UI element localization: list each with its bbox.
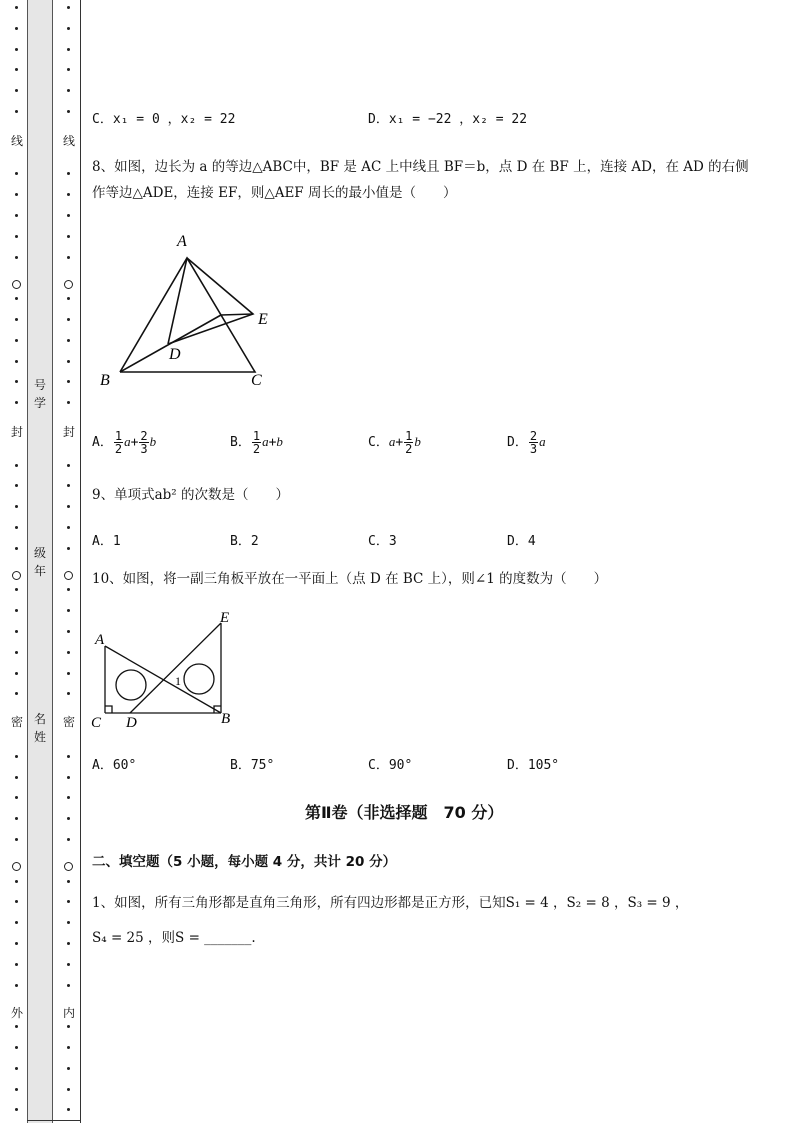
q9-option-c: C．3 (368, 534, 397, 549)
binding-dot (67, 838, 70, 841)
binding-dot (67, 214, 70, 217)
binding-dot (15, 1025, 18, 1028)
binding-dot (15, 6, 18, 9)
binding-ring (64, 571, 73, 580)
binding-dot (15, 1046, 18, 1049)
binding-dot (67, 817, 70, 820)
binding-dot (15, 963, 18, 966)
binding-dot (15, 817, 18, 820)
binding-dot (67, 172, 70, 175)
binding-dot (67, 526, 70, 529)
q10-hole-right (184, 664, 214, 694)
binding-dot (15, 1088, 18, 1091)
binding-dot (67, 588, 70, 591)
q8-option-c: C．a+ $\frac{1}{2}$ b (368, 429, 421, 456)
outer-label-xian: 线 (10, 134, 23, 148)
binding-dot (67, 547, 70, 550)
binding-dot (67, 1046, 70, 1049)
binding-dot (67, 464, 70, 467)
binding-margin (0, 0, 82, 1123)
binding-dot (67, 380, 70, 383)
q9-option-d: D．4 (507, 534, 536, 549)
binding-dot (67, 256, 70, 259)
outer-label-mi: 密 (10, 715, 23, 729)
binding-dot (15, 630, 18, 633)
outer-dotted-line (13, 0, 21, 1123)
binding-dot (15, 796, 18, 799)
binding-dot (67, 880, 70, 883)
binding-dot (67, 692, 70, 695)
binding-ring (12, 280, 21, 289)
binding-dot (15, 609, 18, 612)
q8-triangle-figure (95, 228, 285, 393)
inner-label-xian: 线 (62, 134, 75, 148)
fill1-stem-line2: S₄ = 25 ，则S = _______. (92, 930, 256, 946)
binding-dot (67, 68, 70, 71)
binding-dot (15, 172, 18, 175)
binding-dot (15, 651, 18, 654)
binding-dot (67, 318, 70, 321)
q8-label-e: E (258, 311, 268, 328)
binding-dot (67, 297, 70, 300)
binding-dot (67, 776, 70, 779)
q10-right-angle-c (105, 706, 112, 713)
binding-dot (15, 214, 18, 217)
binding-dot (15, 755, 18, 758)
binding-dot (67, 27, 70, 30)
binding-dot (15, 484, 18, 487)
binding-dot (15, 838, 18, 841)
binding-dot (15, 942, 18, 945)
binding-dot (15, 692, 18, 695)
binding-ring (64, 280, 73, 289)
q8-option-a: A． $\frac{1}{2}$ a+ $\frac{2}{3}$ b (92, 429, 157, 456)
binding-dot (15, 900, 18, 903)
q8-stem-line2: 作等边△ADE，连接 EF，则△AEF 周长的最小值是（ ） (92, 185, 457, 201)
binding-dot (15, 672, 18, 675)
binding-ring (12, 862, 21, 871)
binding-dot (15, 193, 18, 196)
q10-option-b: B．75° (230, 758, 275, 773)
fill-in-section-heading: 二、填空题（5 小题，每小题 4 分，共计 20 分） (92, 854, 397, 870)
q10-hole-left (116, 670, 146, 700)
binding-dot (67, 942, 70, 945)
margin-bottom-rule (27, 1120, 81, 1121)
binding-dot (67, 360, 70, 363)
binding-ring (64, 862, 73, 871)
binding-dot (67, 110, 70, 113)
binding-dot (15, 401, 18, 404)
q10-set-squares-figure (90, 606, 240, 731)
inner-label-feng: 封 (62, 425, 75, 439)
binding-dot (15, 984, 18, 987)
binding-dot (67, 193, 70, 196)
binding-dot (67, 48, 70, 51)
binding-dot (67, 609, 70, 612)
binding-dot (15, 526, 18, 529)
q8-option-b: B． $\frac{1}{2}$ a+b (230, 429, 283, 456)
field-student-number: 号学 (33, 378, 46, 410)
q8-triangle-ade (168, 258, 253, 344)
outer-label-feng: 封 (10, 425, 23, 439)
binding-dot (67, 401, 70, 404)
binding-dot (15, 505, 18, 508)
q8-label-d: D (169, 346, 181, 363)
q10-label-angle-1: 1 (175, 674, 181, 688)
binding-dot (15, 48, 18, 51)
binding-dot (15, 380, 18, 383)
binding-dot (67, 1025, 70, 1028)
binding-dot (67, 796, 70, 799)
binding-dot (67, 1088, 70, 1091)
field-name: 名姓 (33, 712, 46, 744)
binding-dot (15, 27, 18, 30)
binding-dot (15, 235, 18, 238)
outer-label-wai: 外 (10, 1006, 23, 1020)
q10-stem: 10、如图，将一副三角板平放在一平面上（点 D 在 BC 上），则∠1 的度数为（ ） (92, 571, 608, 587)
q8-label-a: A (177, 233, 187, 250)
binding-dot (15, 256, 18, 259)
q10-option-a: A．60° (92, 758, 137, 773)
inner-dotted-line (65, 0, 73, 1123)
binding-dot (15, 68, 18, 71)
q8-option-d: D． $\frac{2}{3}$ a (507, 429, 546, 456)
binding-dot (15, 547, 18, 550)
binding-dot (15, 776, 18, 779)
binding-ring (12, 571, 21, 580)
inner-label-mi: 密 (62, 715, 75, 729)
binding-dot (67, 963, 70, 966)
margin-rule (80, 0, 81, 1123)
binding-dot (67, 900, 70, 903)
binding-dot (15, 1067, 18, 1070)
q10-label-e: E (220, 610, 230, 626)
binding-dot (67, 339, 70, 342)
binding-dot (15, 464, 18, 467)
binding-dot (67, 630, 70, 633)
binding-dot (67, 672, 70, 675)
binding-dot (15, 339, 18, 342)
q8-stem-line1: 8、如图，边长为 a 的等边△ABC中，BF 是 AC 上中线且 BF＝b，点 D 在 BF 上，连接 AD，在 AD 的右侧 (92, 159, 749, 175)
binding-dot (67, 235, 70, 238)
part-two-title: 第Ⅱ卷（非选择题 70 分） (305, 803, 504, 822)
q10-label-a: A (95, 632, 105, 648)
q10-option-d: D．105° (507, 758, 560, 773)
binding-dot (67, 1067, 70, 1070)
binding-dot (15, 921, 18, 924)
q10-label-c: C (91, 715, 102, 731)
q7-option-c: C．x₁ = 0 ，x₂ = 22 (92, 112, 236, 127)
q10-label-d: D (126, 715, 137, 731)
binding-dot (67, 505, 70, 508)
q8-label-c: C (251, 372, 262, 389)
q10-option-c: C．90° (368, 758, 413, 773)
q9-stem: 9、单项式ab² 的次数是（ ） (92, 487, 289, 503)
binding-dot (15, 110, 18, 113)
binding-dot (67, 6, 70, 9)
q9-option-a: A．1 (92, 534, 121, 549)
binding-dot (67, 651, 70, 654)
binding-dot (15, 318, 18, 321)
binding-dot (15, 297, 18, 300)
binding-dot (67, 921, 70, 924)
q9-option-b: B．2 (230, 534, 259, 549)
binding-dot (15, 880, 18, 883)
binding-dot (67, 484, 70, 487)
binding-dot (67, 89, 70, 92)
binding-dot (15, 588, 18, 591)
q7-option-d: D．x₁ = −22 ，x₂ = 22 (368, 112, 528, 127)
inner-label-nei: 内 (62, 1006, 75, 1020)
q10-label-b: B (221, 711, 231, 727)
binding-dot (67, 984, 70, 987)
field-grade: 级年 (33, 546, 46, 578)
fill1-stem-line1: 1、如图，所有三角形都是直角三角形，所有四边形都是正方形，已知S₁ = 4 ，S₂ = 8 ，S₃ = 9 ， (92, 895, 689, 911)
q8-label-b: B (100, 372, 110, 389)
binding-dot (67, 755, 70, 758)
binding-dot (67, 1108, 70, 1111)
binding-dot (15, 360, 18, 363)
binding-dot (15, 89, 18, 92)
q8-segment-ef (221, 314, 253, 315)
binding-dot (15, 1108, 18, 1111)
q8-segment-ad (168, 258, 187, 344)
